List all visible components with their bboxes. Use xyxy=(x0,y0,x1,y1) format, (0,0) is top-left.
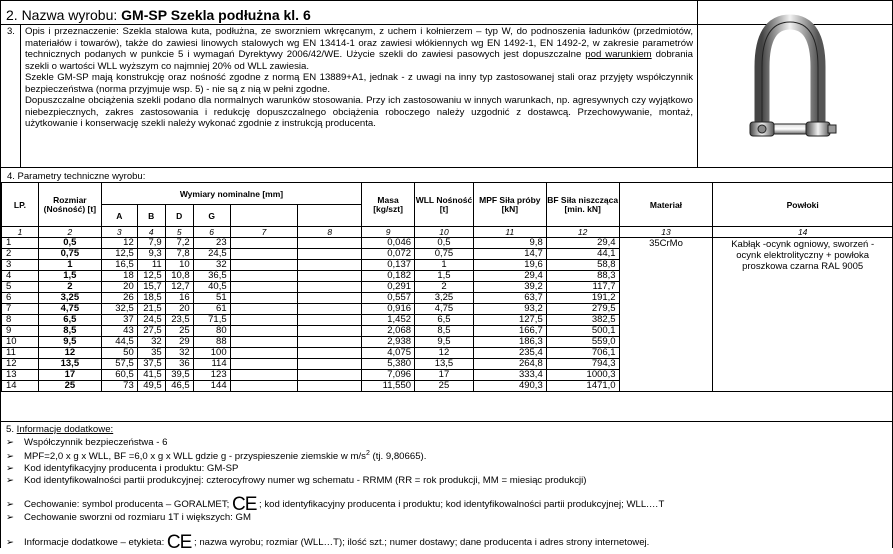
table-cell: 0,5 xyxy=(38,238,101,249)
table-cell: 32 xyxy=(165,348,193,359)
table-cell: 8,5 xyxy=(38,326,101,337)
table-cell: 333,4 xyxy=(473,370,546,381)
table-cell: 144 xyxy=(193,381,230,392)
table-cell: 1,452 xyxy=(362,315,415,326)
index-cell: 4 xyxy=(137,227,165,238)
table-cell: 8 xyxy=(2,315,39,326)
header-masa: Masa [kg/szt] xyxy=(362,183,415,227)
table-cell: 11 xyxy=(137,260,165,271)
shackle-illustration xyxy=(740,12,840,162)
table-cell: 15,7 xyxy=(137,282,165,293)
table-cell: 7,2 xyxy=(165,238,193,249)
header-rozmiar: Rozmiar (Nośność) [t] xyxy=(38,183,101,227)
table-cell: 9,8 xyxy=(473,238,546,249)
table-cell xyxy=(230,293,298,304)
table-cell: 16,5 xyxy=(101,260,137,271)
table-cell xyxy=(230,315,298,326)
table-cell: 80 xyxy=(193,326,230,337)
table-cell: 7,9 xyxy=(137,238,165,249)
section4-bottom xyxy=(0,421,893,422)
table-cell: 35 xyxy=(137,348,165,359)
superscript: 2 xyxy=(365,450,370,457)
table-cell: 20 xyxy=(165,304,193,315)
index-cell: 13 xyxy=(619,227,713,238)
table-cell xyxy=(230,348,298,359)
header-material: Materiał xyxy=(619,183,713,227)
table-cell: 114 xyxy=(193,359,230,370)
table-cell xyxy=(230,326,298,337)
section5-number: 5. xyxy=(6,424,17,435)
index-cell: 2 xyxy=(38,227,101,238)
table-cell: 10 xyxy=(165,260,193,271)
table-cell: 29,4 xyxy=(473,271,546,282)
header-wll: WLL Nośność [t] xyxy=(415,183,474,227)
table-cell: 32 xyxy=(193,260,230,271)
table-cell: 490,3 xyxy=(473,381,546,392)
table-cell: 5,380 xyxy=(362,359,415,370)
info-item-label xyxy=(6,532,649,554)
table-cell: 51 xyxy=(193,293,230,304)
table-cell: 10 xyxy=(2,337,39,348)
table-cell: 0,75 xyxy=(38,249,101,260)
table-cell: 88 xyxy=(193,337,230,348)
table-cell: 44,1 xyxy=(546,249,619,260)
info-item-batch-code xyxy=(6,475,587,486)
table-cell: 794,3 xyxy=(546,359,619,370)
coating-cell: Kabłąk -ocynk ogniowy, sworzeń - ocynk elektrolityczny + powłoka proszkowa czarna RAL 9005 xyxy=(713,238,893,392)
index-cell: 10 xyxy=(415,227,474,238)
table-cell: 41,5 xyxy=(137,370,165,381)
header-powloki: Powłoki xyxy=(713,183,893,227)
table-cell: 6,5 xyxy=(38,315,101,326)
header-blank-8 xyxy=(298,205,362,227)
index-cell: 9 xyxy=(362,227,415,238)
table-cell: 13,5 xyxy=(415,359,474,370)
table-cell: 1 xyxy=(38,260,101,271)
table-cell xyxy=(298,304,362,315)
index-cell: 14 xyxy=(713,227,893,238)
section3-number-divider xyxy=(20,24,21,167)
table-cell: 11,550 xyxy=(362,381,415,392)
table-cell: 24,5 xyxy=(137,315,165,326)
table-cell: 3 xyxy=(2,260,39,271)
table-cell: 46,5 xyxy=(165,381,193,392)
index-cell: 3 xyxy=(101,227,137,238)
material-cell: 35CrMo xyxy=(619,238,713,392)
table-cell: 44,5 xyxy=(101,337,137,348)
table-cell: 0,046 xyxy=(362,238,415,249)
header-a: A xyxy=(101,205,137,227)
ce-mark-icon: CE xyxy=(231,494,257,515)
table-cell: 117,7 xyxy=(546,282,619,293)
index-cell: 12 xyxy=(546,227,619,238)
table-cell: 25 xyxy=(165,326,193,337)
table-cell: 24,5 xyxy=(193,249,230,260)
table-cell: 4,75 xyxy=(38,304,101,315)
table-cell: 12 xyxy=(38,348,101,359)
table-cell: 36 xyxy=(165,359,193,370)
table-cell: 23,5 xyxy=(165,315,193,326)
table-cell xyxy=(230,381,298,392)
table-cell xyxy=(230,271,298,282)
table-cell: 57,5 xyxy=(101,359,137,370)
table-cell: 61 xyxy=(193,304,230,315)
table-cell: 706,1 xyxy=(546,348,619,359)
header-mpf: MPF Siła próby [kN] xyxy=(473,183,546,227)
table-cell: 8,5 xyxy=(415,326,474,337)
table-cell xyxy=(230,249,298,260)
table-cell: 0,75 xyxy=(415,249,474,260)
table-cell: 20 xyxy=(101,282,137,293)
table-cell: 9 xyxy=(2,326,39,337)
desc-part1: Opis i przeznaczenie: Szekla stalowa kuta, podłużna, ze sworzniem wkręcanym, z uchem i kołnierzem – typ W, do podnoszenia ładunków (przedmiotów, materiałów i towarów), także do zawiesi linowych stalowych wg EN 13414-1 oraz zawiesi włókiennych wg EN 1492-1, EN 1492-2, w zakresie parametrów technicznych podanych w punkcie 5 i wymagań Dyrektywy 2006/42/WE. Użycie szekli do zawiesi pasowych jest dopuszczalne xyxy=(25,26,693,60)
table-cell: 6 xyxy=(2,293,39,304)
info-text: ; kod identyfikacyjny producenta i produktu; kod identyfikowalności partii produkcyjnej; WLL.…T xyxy=(256,499,665,510)
info-text: MPF=2,0 x g x WLL, BF =6,0 x g x WLL gdzie g - przyspieszenie ziemskie w m/s xyxy=(24,451,366,463)
table-cell: 0,291 xyxy=(362,282,415,293)
table-cell: 186,3 xyxy=(473,337,546,348)
arrow-bullet-icon: ➢ xyxy=(6,475,15,486)
table-cell: 9,5 xyxy=(415,337,474,348)
header-lp: LP. xyxy=(2,183,39,227)
table-cell: 12,5 xyxy=(101,249,137,260)
table-cell: 4 xyxy=(2,271,39,282)
info-text: Kod identyfikacyjny producenta i produktu: GM-SP xyxy=(24,463,239,474)
table-cell: 166,7 xyxy=(473,326,546,337)
ce-mark-icon: CE xyxy=(166,532,192,553)
table-cell: 49,5 xyxy=(137,381,165,392)
table-cell xyxy=(230,337,298,348)
table-cell xyxy=(230,238,298,249)
section3-number: 3. xyxy=(7,26,15,37)
header-blank-7 xyxy=(230,205,298,227)
table-cell: 1471,0 xyxy=(546,381,619,392)
table-cell: 32,5 xyxy=(101,304,137,315)
table-cell: 559,0 xyxy=(546,337,619,348)
table-cell: 10,8 xyxy=(165,271,193,282)
title-prefix: 2. Nazwa wyrobu: xyxy=(6,7,122,23)
table-cell: 27,5 xyxy=(137,326,165,337)
header-g: G xyxy=(193,205,230,227)
table-cell: 93,2 xyxy=(473,304,546,315)
info-text: ; nazwa wyrobu; rozmiar (WLL…T); ilość szt.; numer dostawy; dane producenta i adres strony internetowej. xyxy=(191,537,650,548)
table-cell: 7,096 xyxy=(362,370,415,381)
table-cell: 50 xyxy=(101,348,137,359)
table-cell xyxy=(230,304,298,315)
table-cell: 2,068 xyxy=(362,326,415,337)
table-row xyxy=(2,238,893,249)
table-cell: 39,5 xyxy=(165,370,193,381)
desc-part2: dobrania szekli o wartości WLL wyższym co najmniej 20% od WLL zawiesia. xyxy=(25,49,694,72)
table-cell: 37 xyxy=(101,315,137,326)
table-cell: 1,5 xyxy=(38,271,101,282)
table-cell xyxy=(230,370,298,381)
info-text: (tj. 9,80665). xyxy=(369,451,427,463)
table-cell: 191,2 xyxy=(546,293,619,304)
table-cell: 40,5 xyxy=(193,282,230,293)
table-cell: 0,137 xyxy=(362,260,415,271)
index-row xyxy=(2,227,893,238)
table-cell: 1000,3 xyxy=(546,370,619,381)
table-cell: 36,5 xyxy=(193,271,230,282)
table-cell xyxy=(298,238,362,249)
table-cell xyxy=(298,348,362,359)
info-text: Współczynnik bezpieczeństwa - 6 xyxy=(24,437,168,448)
table-cell: 6,5 xyxy=(415,315,474,326)
table-cell: 17 xyxy=(415,370,474,381)
arrow-bullet-icon: ➢ xyxy=(6,451,15,463)
table-cell: 2 xyxy=(2,249,39,260)
table-cell: 12 xyxy=(101,238,137,249)
table-cell: 0,557 xyxy=(362,293,415,304)
info-item-formula xyxy=(6,450,426,462)
table-cell: 13,5 xyxy=(38,359,101,370)
section3-description xyxy=(25,26,693,130)
table-cell: 2,938 xyxy=(362,337,415,348)
table-cell: 1 xyxy=(2,238,39,249)
section3-bottom xyxy=(0,167,893,168)
table-cell: 73 xyxy=(101,381,137,392)
desc-paragraph-2: Szekle GM-SP mają konstrukcję oraz nośność zgodne z normą EN 13889+A1, jednak - z uwagi na inny typ zastosowanej stali oraz przyjęty współczynnik bezpieczeństwa (norma przyjmuje wsp. 5) - nie są z nią w pełni zgodne. xyxy=(25,72,693,95)
table-cell: 100 xyxy=(193,348,230,359)
info-item-safety xyxy=(6,437,167,448)
table-cell: 3,25 xyxy=(38,293,101,304)
table-cell: 264,8 xyxy=(473,359,546,370)
index-cell: 8 xyxy=(298,227,362,238)
table-cell xyxy=(230,359,298,370)
image-divider xyxy=(697,0,698,167)
table-cell: 29,4 xyxy=(546,238,619,249)
desc-underlined: pod warunkiem xyxy=(585,49,652,60)
section4-label: 4. Parametry techniczne wyrobu: xyxy=(7,171,146,182)
info-item-pin-marking xyxy=(6,512,251,523)
table-cell xyxy=(230,260,298,271)
frame-top xyxy=(0,0,893,1)
table-cell xyxy=(298,315,362,326)
table-cell: 26 xyxy=(101,293,137,304)
table-cell: 12 xyxy=(415,348,474,359)
section5-heading xyxy=(6,424,113,435)
index-cell: 7 xyxy=(230,227,298,238)
arrow-bullet-icon: ➢ xyxy=(6,437,15,448)
table-cell: 500,1 xyxy=(546,326,619,337)
table-cell: 32 xyxy=(137,337,165,348)
table-cell: 18,5 xyxy=(137,293,165,304)
table-cell xyxy=(298,260,362,271)
info-text: Cechowanie: symbol producenta – GORALMET; xyxy=(24,499,232,510)
product-title xyxy=(6,8,311,22)
table-cell: 4,75 xyxy=(415,304,474,315)
arrow-bullet-icon: ➢ xyxy=(6,499,15,510)
table-cell xyxy=(298,271,362,282)
table-cell: 16 xyxy=(165,293,193,304)
table-cell: 7 xyxy=(2,304,39,315)
table-cell: 0,182 xyxy=(362,271,415,282)
table-cell: 17 xyxy=(38,370,101,381)
header-bf: BF Siła niszcząca [min. kN] xyxy=(546,183,619,227)
table-cell: 18 xyxy=(101,271,137,282)
table-cell: 12,5 xyxy=(137,271,165,282)
table-cell: 2 xyxy=(38,282,101,293)
info-text: Informacje dodatkowe – etykieta: xyxy=(24,537,167,548)
table-cell xyxy=(298,293,362,304)
table-cell: 58,8 xyxy=(546,260,619,271)
header-d: D xyxy=(165,205,193,227)
table-cell: 5 xyxy=(2,282,39,293)
index-cell: 6 xyxy=(193,227,230,238)
header-b: B xyxy=(137,205,165,227)
table-cell: 60,5 xyxy=(101,370,137,381)
table-cell: 12,7 xyxy=(165,282,193,293)
table-cell xyxy=(230,282,298,293)
table-cell: 14,7 xyxy=(473,249,546,260)
table-cell xyxy=(298,381,362,392)
table-cell xyxy=(298,282,362,293)
table-cell: 11 xyxy=(2,348,39,359)
parameters-table xyxy=(1,182,893,392)
index-cell: 1 xyxy=(2,227,39,238)
table-cell: 29 xyxy=(165,337,193,348)
header-wymiary: Wymiary nominalne [mm] xyxy=(101,183,361,205)
table-cell: 12 xyxy=(2,359,39,370)
arrow-bullet-icon: ➢ xyxy=(6,537,15,548)
table-cell: 1,5 xyxy=(415,271,474,282)
table-cell: 25 xyxy=(415,381,474,392)
table-cell: 39,2 xyxy=(473,282,546,293)
table-cell: 25 xyxy=(38,381,101,392)
title-product-name: GM-SP Szekla podłużna kl. 6 xyxy=(121,7,311,23)
table-cell: 14 xyxy=(2,381,39,392)
table-cell: 21,5 xyxy=(137,304,165,315)
arrow-bullet-icon: ➢ xyxy=(6,512,15,523)
table-cell xyxy=(298,337,362,348)
table-cell: 123 xyxy=(193,370,230,381)
table-cell xyxy=(298,370,362,381)
table-cell xyxy=(298,326,362,337)
table-cell: 382,5 xyxy=(546,315,619,326)
table-cell: 43 xyxy=(101,326,137,337)
table-cell: 37,5 xyxy=(137,359,165,370)
table-cell: 13 xyxy=(2,370,39,381)
table-cell: 2 xyxy=(415,282,474,293)
table-cell: 0,916 xyxy=(362,304,415,315)
index-cell: 11 xyxy=(473,227,546,238)
table-cell: 9,5 xyxy=(38,337,101,348)
table-cell: 279,5 xyxy=(546,304,619,315)
desc-paragraph-3: Dopuszczalne obciążenia szekli podano dla normalnych warunków stosowania. Przy ich zastosowaniu w innych warunkach, np. agresywnych czy wyjątkowo niebezpiecznych, zakres zastosowania i redukcję dopuszczalnego obciążenia roboczego należy uzgodnić z dostawcą. Przechowywanie, montaż, użytkowanie i konserwację szekli należy wykonać zgodnie z instrukcją producenta. xyxy=(25,95,693,129)
table-cell: 9,3 xyxy=(137,249,165,260)
table-cell xyxy=(298,249,362,260)
section5-title: Informacje dodatkowe: xyxy=(16,424,114,435)
table-cell: 63,7 xyxy=(473,293,546,304)
table-cell: 88,3 xyxy=(546,271,619,282)
table-cell: 0,5 xyxy=(415,238,474,249)
arrow-bullet-icon: ➢ xyxy=(6,463,15,474)
table-cell: 19,6 xyxy=(473,260,546,271)
table-cell: 1 xyxy=(415,260,474,271)
info-text: Cechowanie sworzni od rozmiaru 1T i większych: GM xyxy=(24,512,251,523)
index-cell: 5 xyxy=(165,227,193,238)
table-cell: 0,072 xyxy=(362,249,415,260)
info-item-id-code xyxy=(6,463,238,474)
table-cell: 127,5 xyxy=(473,315,546,326)
table-cell: 71,5 xyxy=(193,315,230,326)
table-cell xyxy=(298,359,362,370)
table-cell: 4,075 xyxy=(362,348,415,359)
info-text: Kod identyfikowalności partii produkcyjnej: czterocyfrowy numer wg schematu - RRMM (RR = rok produkcji, MM = miesiąc produkcji) xyxy=(24,475,587,486)
table-cell: 7,8 xyxy=(165,249,193,260)
table-cell: 235,4 xyxy=(473,348,546,359)
table-cell: 23 xyxy=(193,238,230,249)
table-cell: 3,25 xyxy=(415,293,474,304)
